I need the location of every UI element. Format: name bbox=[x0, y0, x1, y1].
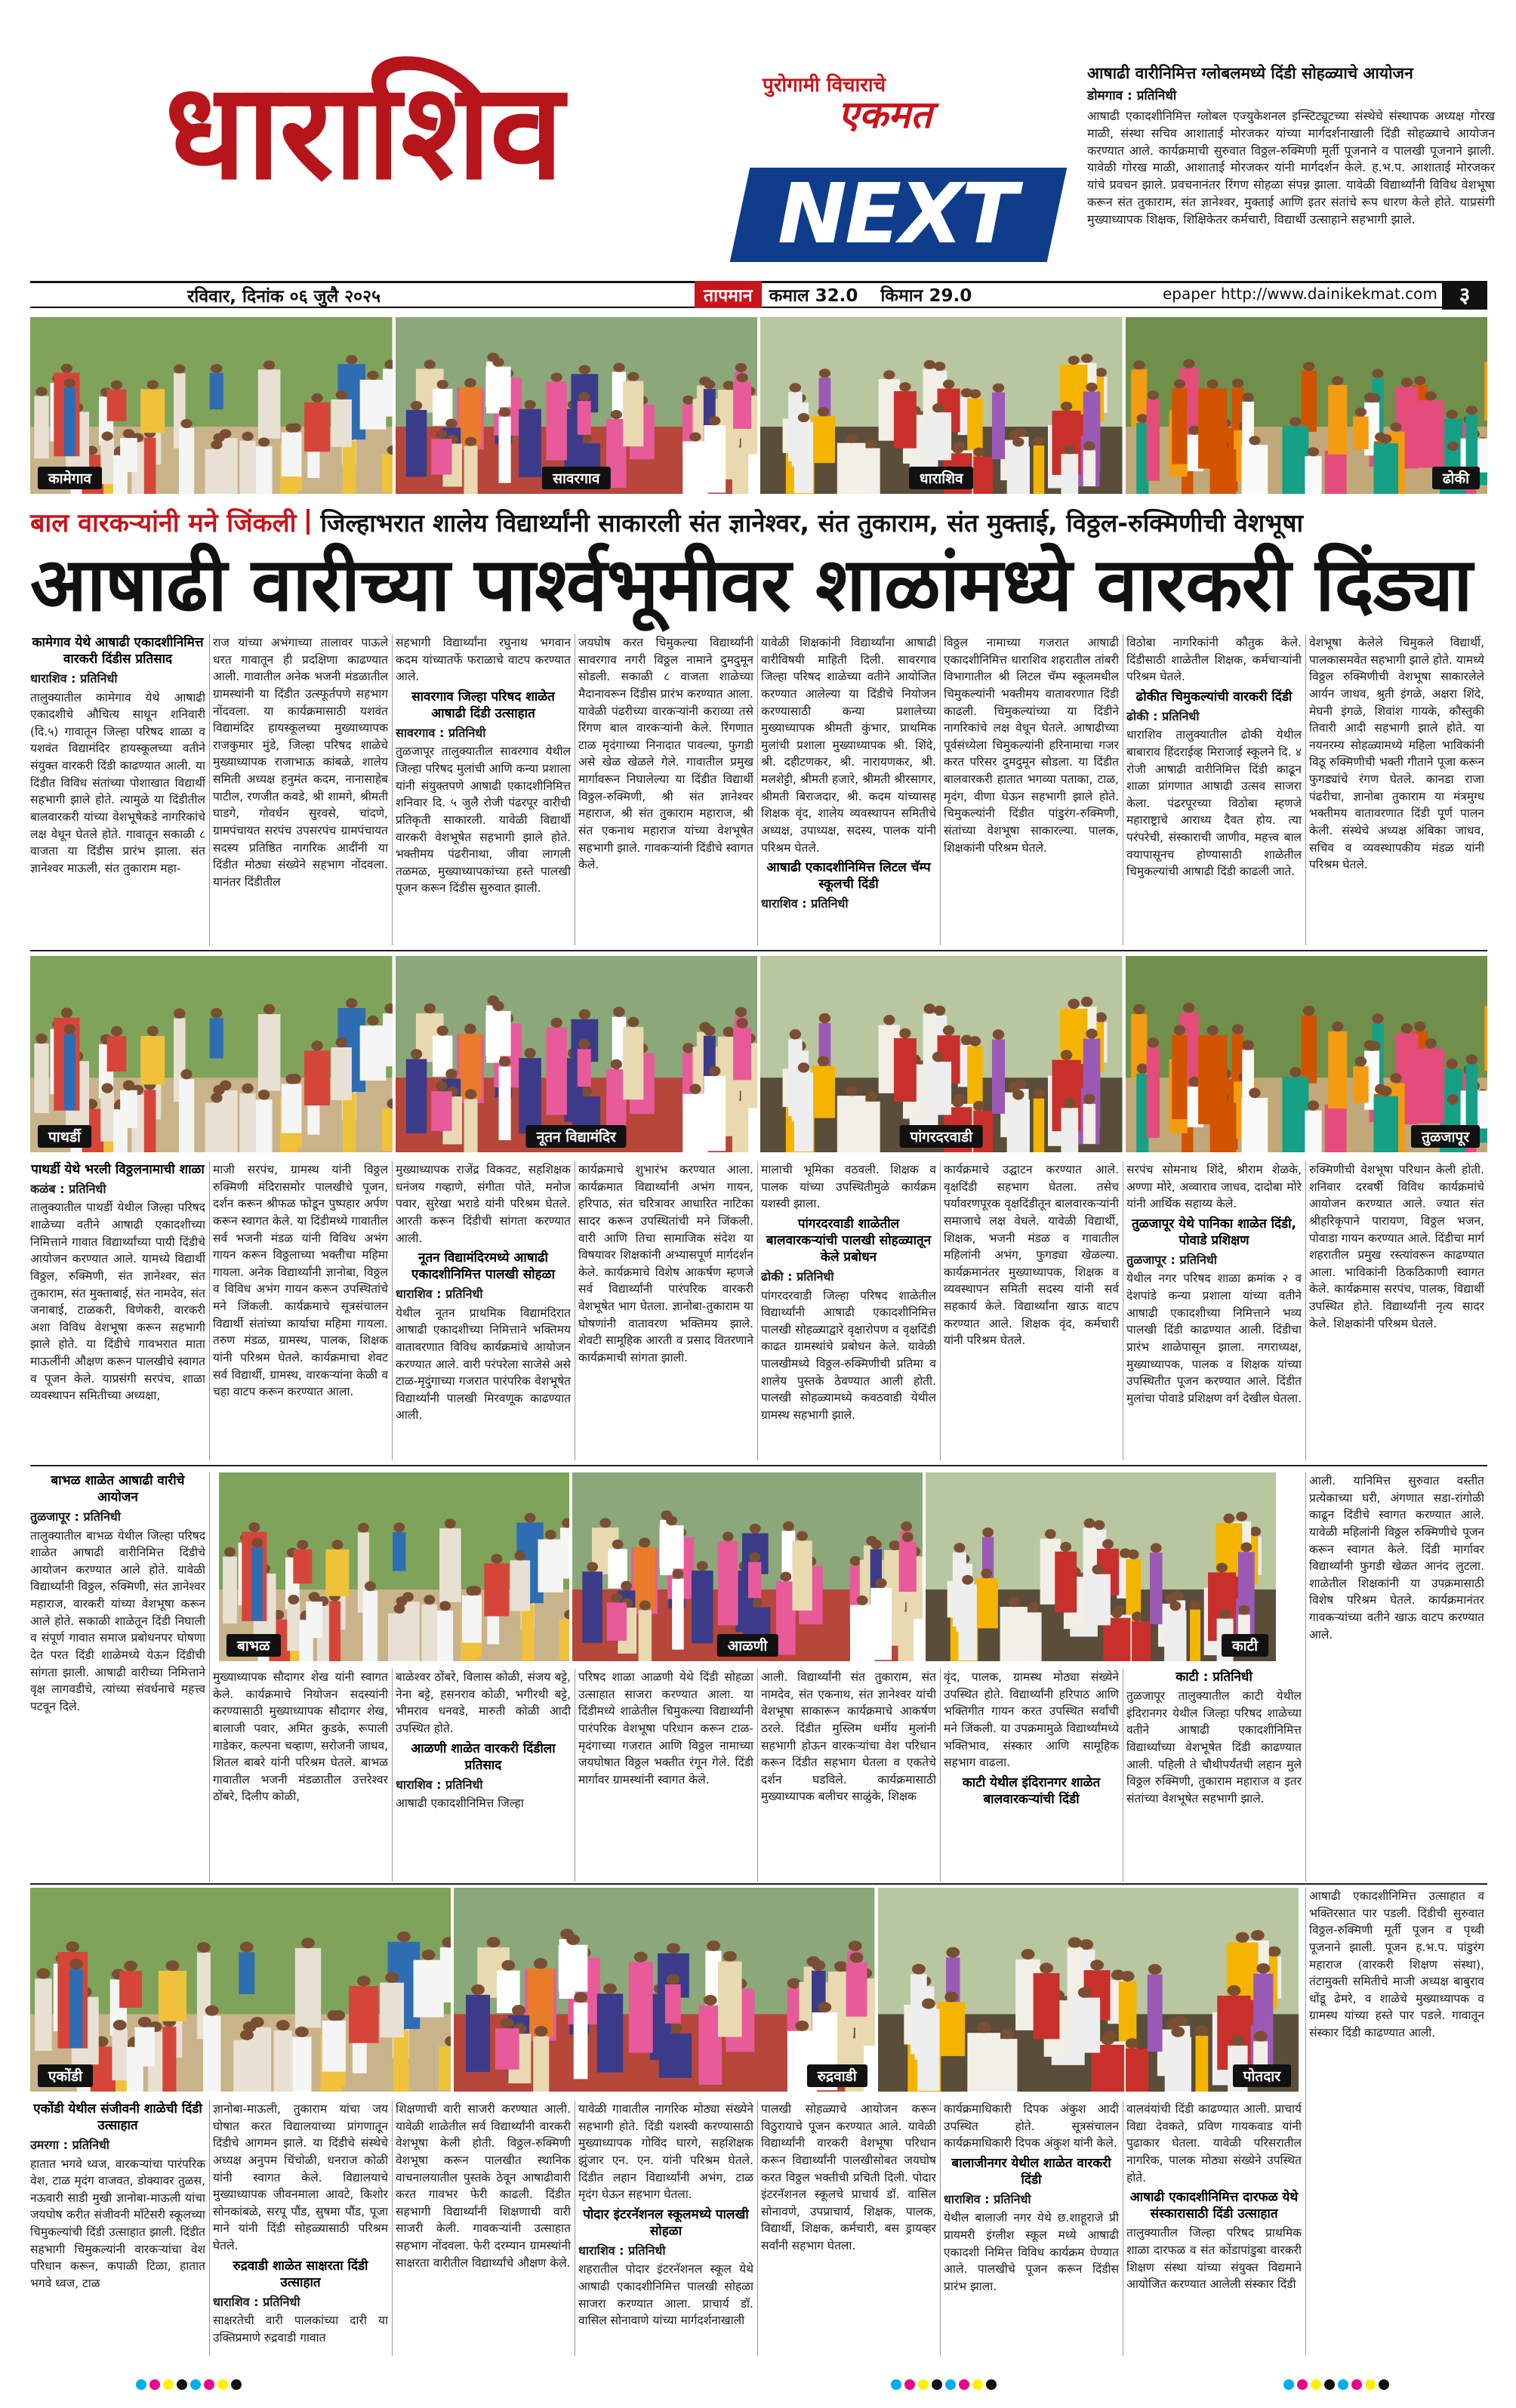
registration-dot bbox=[891, 2379, 901, 2390]
column-rule bbox=[209, 2101, 210, 2356]
print-registration-marks bbox=[0, 2379, 1516, 2397]
article-body: शहरातील पोदार इंटरनॅशनल स्कूल येथे आषाढी एकादशीनिमित्त पालखी सोहळा साजरा करण्यात आला. प्राचार्य डॉ. वासिल सोनावाणे यांच्या मार्गदर्शनाखाली bbox=[578, 2262, 753, 2328]
text-column bbox=[578, 2101, 753, 2356]
registration-dot bbox=[217, 2379, 228, 2390]
registration-dot bbox=[1379, 2379, 1389, 2390]
text-column bbox=[396, 634, 571, 945]
article-body: वृंद, पालक, ग्रामस्थ मोठ्या संख्येने उपस्थित होते. विद्यार्थ्यांनी हरिपाठ आणि भक्तिगीत गायन करत उपस्थित सर्वांची मने जिंकली. या उपक्रमामुळे विद्यार्थ्यांमध्ये भक्तिभाव, संस्कार आणि सामूहिक सहभाग वाढला. bbox=[944, 1670, 1119, 1770]
column-rule bbox=[1305, 634, 1306, 945]
crowd-photo-image bbox=[396, 956, 758, 1152]
article-byline: तुळजापूर : प्रतिनिधी bbox=[30, 1509, 121, 1525]
text-column bbox=[1309, 1161, 1484, 1460]
article-body: आषाढी एकादशीनिमित्त उत्साहात व भक्तिरसात पार पडली. दिंडीची सुरुवात विठ्ठल-रुक्मिणी मूर्ती पूजन व पृथ्वी पूजनाने झाली. पूजन ह.भ.प. पांडुरंग महाराज (वारकरी शिक्षण संस्था), तंटामुक्ती समितीचे माजी अध्यक्ष बाबुराव धोंडू ढेमरे, व शाळेचे मुख्याध्यापक व ग्रामस्थ यांच्या हस्ते पार पडले. गावातून संस्कार दिंडी काढण्यात आली. bbox=[1309, 1889, 1484, 2040]
article-body: येथील नूतन प्राथमिक विद्यामंदिरात आषाढी एकादशीच्या निमित्ताने भक्तिमय वातावरणात विविध कार्यक्रमांचे आयोजन करण्यात आले. वारी परंपरेला साजेसे असे टाळ-मृदुंगाच्या गजरात पारंपरिक वेशभूषेत विद्यार्थ्यांनी पालखी मिरवणूक काढण्यात आली. bbox=[396, 1306, 571, 1423]
article-headline: एकोंडी येथील संजीवनी शाळेची दिंडी उत्साहात bbox=[33, 2101, 202, 2134]
photo-caption: पांगरदरवाडी bbox=[899, 1125, 983, 1148]
text-column bbox=[944, 2101, 1119, 2356]
article-headline: आषाढी एकादशीनिमित्त लिटल चॅम्प स्कूलची दिंडी bbox=[766, 860, 931, 893]
article-byline: धाराशिव : प्रतिनिधी bbox=[213, 2294, 300, 2309]
article-byline: उमरगा : प्रतिनिधी bbox=[30, 2138, 109, 2153]
article-body: यावेळी शिक्षकांनी विद्यार्थ्यांना आषाढी वारीविषयी माहिती दिली. सावरगाव जिल्हा परिषद शाळेच्या वतीने आयोजित करण्यात आलेल्या या दिंडीचे नियोजन करण्यासाठी कन्या प्रशालेच्या मुख्याध्यापक श्रीमती कुंभार, प्राथमिक मुलांची प्रशाला मुख्याध्यापक श्री. शिंदे, श्री. दहीटणकर, श्री. नारायणकर, श्री. मलशेट्टी, श्रीमती हजारे, श्रीमती श्रीरसागर, श्रीमती बिराजदार, श्री. कदम यांच्यासह शिक्षक वृंद, शालेय व्यवस्थापन समितीचे अध्यक्ष, उपाध्यक्ष, सदस्य, पालक यांनी परिश्रम घेतले. bbox=[761, 636, 936, 855]
registration-dot bbox=[972, 2379, 983, 2390]
article-byline: ढोकी : प्रतिनिधी bbox=[1126, 708, 1200, 723]
registration-dot bbox=[190, 2379, 201, 2390]
photo-caption: काटी bbox=[1222, 1634, 1268, 1657]
article-headline: बाभळ शाळेत आषाढी वारीचे आयोजन bbox=[51, 1473, 185, 1506]
text-column bbox=[761, 634, 936, 945]
article-headline: काटी येथील इंदिरानगर शाळेत बालवारकऱ्यांची दिंडी bbox=[962, 1774, 1101, 1807]
section-rule bbox=[30, 1465, 1487, 1466]
article-body: जयघोष करत चिमुकल्या विद्यार्थ्यांनी सावरगाव नगरी विठ्ठल नामाने दुमदुमून सोडली. सकाळी ८ वाजता शाळेच्या मैदानावरून दिंडीस प्रारंभ करण्यात आला. यावेळी पंढरीच्या वारकऱ्यांनी कराव्या तसे रिंगण बाल वारकऱ्यांनी केले. रिंगणात टाळ मृदंगाच्या निनादात पावल्या, फुगडी असे खेळ खेळले गेले. गावातील प्रमुख मार्गावरून निघालेल्या या दिंडीत विद्यार्थी विठ्ठल-रुक्मिणी, श्री संत ज्ञानेश्वर महाराज, श्री संत तुकाराम महाराज, श्री संत एकनाथ महाराज यांच्या वेशभूषेत सहभागी झाले. गावकऱ्यांनी दिंडीचे स्वागत केले. bbox=[578, 636, 753, 872]
photo-caption: पोतदार bbox=[1233, 2064, 1291, 2087]
side-article-byline: डोमगाव : प्रतिनिधी bbox=[1087, 88, 1177, 104]
registration-dot bbox=[1324, 2379, 1335, 2390]
article-body: सहभागी विद्यार्थ्यांना रघुनाथ भगवान कदम यांच्यातर्फे फराळाचे वाटप करण्यात आले. bbox=[396, 636, 571, 684]
text-column bbox=[213, 1161, 388, 1460]
registration-dot-group bbox=[136, 2379, 242, 2390]
article-body: ज्ञानोबा-माऊली, तुकाराम यांचा जय घोषात करत विद्यालयाच्या प्रांगणातून दिंडीचे आगमन झाले. या दिंडीचे संस्थेचे अध्यक्ष अनुपम चिंचोळी, धनराज कोळी यांनी स्वागत केले. विद्यालयाचे मुख्याध्यापक जीवनमाला आवटे, किशोर सोनकांबळे, सरपू पौंड, सुषमा पौंड, पूजा माने यांनी दिंडी सोहळ्यासाठी परिश्रम घेतले. bbox=[213, 2102, 388, 2252]
text-column bbox=[1126, 634, 1302, 945]
kicker-row bbox=[30, 504, 1487, 539]
registration-dot bbox=[1351, 2379, 1362, 2390]
news-photo bbox=[1126, 956, 1488, 1152]
article-byline: ढोकी : प्रतिनिधी bbox=[761, 1269, 834, 1284]
newspaper-title: धाराशिव bbox=[165, 53, 562, 209]
column-rule bbox=[392, 2101, 393, 2356]
registration-dot bbox=[904, 2379, 915, 2390]
section-rule bbox=[30, 1883, 1487, 1885]
column-rule bbox=[1305, 1472, 1306, 1669]
column-rule bbox=[757, 634, 758, 945]
crowd-photo-image bbox=[878, 1888, 1299, 2092]
article-byline: धाराशिव : प्रतिनिधी bbox=[944, 2192, 1031, 2207]
article-body: रुक्मिणीची वेशभूषा परिधान केली होती. शनिवार दरवर्षी विविध कार्यक्रमांचे आयोजन करण्यात आले. ज्यात संत श्रीहरिकृपाने पारायण, विठ्ठल भजन, पोवाडा गायन करण्यात आले. दिंडीचा मार्ग शहरातील प्रमुख रस्त्यांवरून काढण्यात आला. भाविकांनी ठिकठिकाणी स्वागत केले. कार्यक्रमास सरपंच, पालक, विद्यार्थी उपस्थित होते. विद्यार्थ्यांनी नृत्य सादर केले. शिक्षकांनी परिश्रम घेतले. bbox=[1309, 1163, 1484, 1330]
column-rule bbox=[392, 1669, 393, 1882]
text-column bbox=[1126, 1161, 1302, 1460]
news-photo bbox=[219, 1472, 569, 1661]
side-article bbox=[1087, 63, 1495, 228]
article-body: तालुक्यातील बाभळ येथील जिल्हा परिषद शाळेत आषाढी वारीनिमित्त दिंडीचे आयोजन करण्यात आले होते. यावेळी विद्यार्थ्यांनी विठ्ठल, रुक्मिणी, संत ज्ञानेश्वर महाराज, वारकरी यांच्या वेशभूषा करून आले होते. सकाळी शाळेतून दिंडी निघाली व संपूर्ण गावात समाज प्रबोधनपर घोषणा देत परत दिंडी शाळेमध्ये येऊन दिंडीची सांगता झाली. आषाढी वारीच्या निमित्ताने वृक्ष लागवडीचे, त्यांच्या संवर्धनाचे महत्त्व पटवून दिले. bbox=[30, 1528, 205, 1713]
article-body: आषाढी एकादशीनिमित्त जिल्हा bbox=[396, 1796, 524, 1811]
registration-dot-group bbox=[891, 2379, 997, 2390]
article-body: राज यांच्या अभंगाच्या तालावर पाऊले धरत गावातून ही प्रदक्षिणा काढण्यात आली. गावातील अनेक भजनी मंडळातील ग्रामस्थांनी या दिंडीत उत्स्फूर्तपणे सहभाग नोंदवला. या कार्यक्रमासाठी यशवंत विद्यामंदिर हायस्कूलच्या मुख्याध्यापक राजकुमार मुंडे, जिल्हा परिषद शाळेचे मुख्याध्यापक राजाभाऊ कांबळे, शालेय समिती अध्यक्ष हनुमंत कदम, नानासाहेब पाटील, रणजीत कवडे, श्री शामगे, श्रीमती घाडगे, गोवर्धन सुरवसे, चांदणे, ग्रामपंचायत सरपंच उपसरपंच ग्रामपंचायत सदस्य प्रतिष्ठित नागरिक आदींनी या दिंडीत मोठ्या संख्येने सहभाग नोंदवला. यानंतर दिंडीतील bbox=[213, 636, 388, 889]
photo-caption: धाराशिव bbox=[909, 467, 974, 489]
tagline: पुरोगामी विचाराचे bbox=[763, 74, 886, 97]
news-photo bbox=[926, 1472, 1276, 1661]
text-column bbox=[944, 1161, 1119, 1460]
photo-caption: एकोंडी bbox=[38, 2064, 93, 2087]
news-photo bbox=[30, 317, 393, 494]
article-body: विठोबा नागरिकांनी कौतुक केले. दिंडीसाठी शाळेतील शिक्षक, कर्मचाऱ्यांनी परिश्रम घेतले. bbox=[1126, 636, 1302, 684]
article-body: आली. विद्यार्थ्यांनी संत तुकाराम, संत नामदेव, संत एकनाथ, संत ज्ञानेश्वर यांची वेशभूषा साकारून कार्यक्रमाचे आकर्षण ठरले. दिंडीत मुस्लिम धर्मीय मुलांनी सहभागी होऊन वारकऱ्यांचा वेश परिधान करून दिंडीत सहभाग घेतला व एकतेचे दर्शन घडविले. कार्यक्रमासाठी मुख्याध्यापक बलीचर साळुंके, शिक्षक bbox=[761, 1670, 936, 1804]
crowd-photo-image bbox=[926, 1472, 1276, 1661]
article-body: कार्यक्रमाचे शुभारंभ करण्यात आला. कार्यक्रमात विद्यार्थ्यांनी अभंग गायन, हरिपाठ, संत चरित्रावर आधारित नाटिका सादर करून उपस्थितांची मने जिंकली. वारी आणि तिचा सामाजिक संदेश या विषयावर शिक्षकांनी अभ्यासपूर्ण मार्गदर्शन केले. कार्यक्रमाचे विशेष आकर्षण म्हणजे सर्व विद्यार्थ्यांनी पारंपरिक वारकरी वेशभूषेत भाग घेतला. ज्ञानोबा-तुकाराम या घोषणांनी वातावरण भक्तिमय झाले. शेवटी सामूहिक आरती व प्रसाद वितरणाने कार्यक्रमाची सांगता झाली. bbox=[578, 1163, 753, 1364]
photo-caption: रुद्रवाडी bbox=[807, 2064, 867, 2087]
text-column bbox=[30, 2101, 205, 2356]
column-rule bbox=[209, 1669, 210, 1882]
news-photo bbox=[572, 1472, 923, 1661]
article-body: आली. यानिमित्त सुरुवात वस्तीत प्रत्येकाच्या घरी, अंगणात सडा-रांगोळी काढून दिंडीचे स्वागत करण्यात आले. यावेळी महिलांनी विठ्ठल रुक्मिणीचे पूजन करून स्वागत केले. दिंडी मार्गावर विद्यार्थ्यांनी फुगडी खेळत आनंद लुटला. शाळेतील शिक्षकांनी या उपक्रमासाठी विशेष परिश्रम घेतले. कार्यक्रमानंतर गावकऱ्यांच्या वतीने खाऊ वाटप करण्यात आले. bbox=[1309, 1474, 1484, 1642]
registration-dot bbox=[1297, 2379, 1308, 2390]
text-column bbox=[761, 1669, 936, 1882]
article-body: वेशभूषा केलेले चिमुकले विद्यार्थी, पालकासमवेत सहभागी झाले होते. यामध्ये विठ्ठल रुक्मिणीची वेशभूषा साकारलेले आर्यन जाधव, श्रुती इंगळे, अक्षरा शिंदे, मेघनी इंगळे, शिवांश गायके, कौस्तुकी तिवारी आदी सहभागी झाले होते. या नयनरम्य सोहळ्यामध्ये महिला भाविकांनी विठू रुक्मिणीची भक्ती गीताने पूजा करून फुगड्यांचे रंगण घेतले. कानडा राजा पंढरीचा, ज्ञानोबा तुकाराम या मंत्रमुग्ध भक्तीमय वातावरणात दिंडी पूर्ण पालन केली. संस्थेचे अध्यक्ष अंबिका जाधव, सचिव व व्यवस्थापकीय मंडळ यांनी परिश्रम घेतले. bbox=[1309, 636, 1484, 872]
photo-caption: नूतन विद्यामंदिर bbox=[526, 1125, 627, 1148]
registration-dot bbox=[945, 2379, 956, 2390]
column-rule bbox=[940, 1669, 941, 1882]
registration-dot bbox=[231, 2379, 242, 2390]
photo-caption: ढोकी bbox=[1432, 467, 1480, 489]
article-byline: धाराशिव : प्रतिनिधी bbox=[396, 1777, 483, 1792]
dateline-bar bbox=[30, 281, 1487, 308]
registration-dot bbox=[163, 2379, 174, 2390]
text-column bbox=[761, 2101, 936, 2356]
article-body: येथील नगर परिषद शाळा क्रमांक २ व देशपांडे कन्या प्रशाला यांच्या वतीने आषाढी एकादशीच्या निमित्ताने भव्य पालखी दिंडी काढण्यात आली. दिंडीचा प्रारंभ शाळेपासून झाला. नगराध्यक्ष, मुख्याध्यापक, पालक व शिक्षक यांच्या उपस्थितीत पूजन करण्यात आले. दिंडीत मुलांचा पोवाडे प्रशिक्षण वर्ग देखील घेतला. bbox=[1126, 1272, 1302, 1405]
article-body: मुख्याध्यापक राजेंद्र विकवट, सहशिक्षक धनंजय गव्हाणे, संगीता पोते, मनोज पवार, सुरेखा भराडे यांनी परिश्रम घेतले. आरती करून दिंडीची सांगता करण्यात आली. bbox=[396, 1163, 571, 1245]
news-photo bbox=[396, 956, 758, 1152]
photo-caption: सावरगाव bbox=[542, 467, 610, 489]
main-headline: आषाढी वारीच्या पार्श्वभूमीवर शाळांमध्ये वारकरी दिंड्या bbox=[30, 541, 1472, 628]
article-headline: बालाजीनगर येथील शाळेत वारकरी दिंडी bbox=[951, 2155, 1111, 2188]
article-body: सरपंच सोमनाथ शिंदे, श्रीराम शेळके, अण्णा मोरे, अव्वाराव जाधव, दादोबा मोरे यांनी आर्थिक सहाय्य केले. bbox=[1126, 1163, 1302, 1211]
text-column bbox=[1309, 634, 1484, 945]
article-body: परिषद शाळा आळणी येथे दिंडी सोहळा उत्साहात साजरा करण्यात आला. या दिंडीमध्ये शाळेतील चिमुकल्या विद्यार्थ्यांनी पारंपरिक वेशभूषा परिधान करून टाळ-मृदंगाच्या गजरात आणि विठ्ठल नामाच्या जयघोषात विठ्ठल भक्तीत रंगून गेले. दिंडी मार्गावर ग्रामस्थांनी स्वागत केले. bbox=[578, 1670, 753, 1787]
article-body: कार्यक्रमाचे उद्घाटन करण्यात आले. वृक्षदिंडी सहभाग घेतला. तसेच पर्यावरणपूरक वृक्षदिंडीतून बालवारकऱ्यांनी समाजाचे लक्ष वेधले. यावेळी विद्यार्थी, शिक्षक, भजनी मंडळ व गावातील महिलांनी अभंग, फुगड्या खेळल्या. कार्यक्रमानंतर मुख्याध्यापक, शिक्षक व व्यवस्थापन समिती सदस्य यांनी सर्व सहकार्य केले. विद्यार्थ्यांना खाऊ वाटप करण्यात आले. शिक्षक वृंद, कर्मचारी यांनी परिश्रम घेतले. bbox=[944, 1163, 1119, 1348]
sub-headline: जिल्हाभरात शालेय विद्यार्थ्यांनी साकारली संत ज्ञानेश्वर, संत तुकाराम, संत मुक्ताई, विठ्ठल-रुक्मिणीची वेशभूषा bbox=[320, 507, 1304, 538]
article-body: तालुक्यातील कामेगाव येथे आषाढी एकादशीचे औचित्य साधून शनिवारी (दि.५) गावातून जिल्हा परिषद शाळा व यशवंत विद्यामंदिर हायस्कूलच्या वतीने संयुक्त वारकरी दिंडी काढण्यात आली. या दिंडीत विविध संतांच्या पोशाखात विद्यार्थी सहभागी झाले होते. त्यामुळे या दिंडीतील बालवारकरी यांच्या वेशभूषेकडे नागरिकांचे लक्ष वेधून घेतले होते. गावातून सकाळी ८ वाजता या दिंडीस प्रारंभ झाला. संत ज्ञानेश्वर माऊली, संत तुकाराम महा- bbox=[30, 690, 205, 875]
temperature-box bbox=[695, 281, 972, 308]
article-body: तालुक्यातील जिल्हा परिषद प्राथमिक शाळा दारफळ व संत कोंडापांडुबा वारकरी शिक्षण संस्था यांच्या संयुक्त विद्यमाने आयोजित करण्यात आलेली संस्कार दिंडी bbox=[1126, 2226, 1302, 2292]
temperature-min: किमान 29.0 bbox=[880, 286, 972, 306]
text-column bbox=[578, 634, 753, 945]
registration-dot bbox=[1338, 2379, 1348, 2390]
article-headline: पाथर्डी येथे भरली विठ्ठलनामाची शाळा bbox=[31, 1162, 205, 1177]
crowd-photo-image bbox=[30, 1888, 451, 2092]
column-rule bbox=[209, 634, 210, 945]
article-headline: रुद्रवाडी शाळेत साक्षरता दिंडी उत्साहात bbox=[233, 2258, 368, 2290]
article-byline: तुळजापूर : प्रतिनिधी bbox=[1126, 1253, 1217, 1268]
news-photo bbox=[878, 1888, 1299, 2092]
article-body: येथील बालाजी नगर येथे छ.शाहूराजे प्री प्रायमरी इंग्लीश स्कूल मध्ये आषाढी एकादशी निमित्त विविध कार्यक्रम घेण्यात आले. पालखीचे पूजन करून दिंडीस प्रारंभ झाला. bbox=[944, 2211, 1119, 2293]
article-byline: धाराशिव : प्रतिनिधी bbox=[761, 896, 849, 911]
crowd-photo-image bbox=[572, 1472, 923, 1661]
text-column bbox=[30, 1472, 205, 1882]
column-rule bbox=[940, 634, 941, 945]
article-body: माजी सरपंच, ग्रामस्थ यांनी विठ्ठल रुक्मिणी मंदिरासमोर पालखीचे पूजन, दर्शन करून श्रीफळ फोडून पुष्पहार अर्पण करून स्वागत केले. या दिंडीमध्ये गावातील सर्व भजनी मंडळ यांनी विविध अभंग गायन करून विठ्ठलाच्या भक्तीचा महिमा गायला. अनेक विद्यार्थ्यांनी ज्ञानोबा, विठ्ठल व विविध अभंग गायन करून उपस्थितांचे मने जिंकली. कार्यक्रमाचे सूत्रसंचालन विद्यार्थी संतांच्या कार्याचा महिमा गायला. तरुण मंडळ, ग्रामस्थ, पालक, शिक्षक यांनी परिश्रम घेतले. कार्यक्रमाचा शेवट सर्व विद्यार्थी, ग्रामस्थ, वारकऱ्यांना केळी व चहा वाटप करून करण्यात आला. bbox=[213, 1163, 388, 1399]
crowd-photo-image bbox=[1126, 956, 1488, 1152]
masthead bbox=[0, 0, 1516, 302]
registration-dot bbox=[1311, 2379, 1321, 2390]
temperature-max: कमाल 32.0 bbox=[769, 286, 858, 306]
issue-date: रविवार, दिनांक ०६ जुलै २०२५ bbox=[187, 286, 381, 307]
registration-dot bbox=[986, 2379, 997, 2390]
column-rule bbox=[1305, 1669, 1306, 1882]
text-column bbox=[396, 1669, 571, 1882]
article-body: साक्षरतेची वारी पालकांच्या दारी या उक्तिप्रमाणे रुद्रवाडी गावात bbox=[213, 2314, 388, 2345]
news-photo bbox=[396, 317, 758, 494]
article-body: तुळजापूर तालुक्यातील सावरगाव येथील जिल्हा परिषद मुलांची आणि कन्या प्रशाला यांनी संयुक्तपणे आषाढी एकादशीनिमित्त शनिवार दि. ५ जुलै रोजी पंढरपूर वारीची प्रतिकृती साकारली. यावेळी विद्यार्थी वारकरी वेशभूषेत सहभागी झाले होते. भक्तीमय पंढरीनाथा, जीवा लागली तळमळ, मुख्याध्यापकांच्या हस्ते पालखी पूजन करून दिंडीस सुरुवात झाली. bbox=[396, 745, 571, 896]
photo-strip-bottom bbox=[30, 1888, 1299, 2092]
news-photo bbox=[760, 317, 1123, 494]
article-headline: आळणी शाळेत वारकरी दिंडीला प्रतिसाद bbox=[411, 1740, 556, 1773]
text-column bbox=[1309, 1888, 1484, 2356]
photo-caption: पाथर्डी bbox=[38, 1125, 91, 1148]
news-photo bbox=[30, 956, 393, 1152]
registration-dot bbox=[177, 2379, 187, 2390]
photo-strip-third bbox=[219, 1472, 1276, 1661]
article-body: यावेळी गावातील नागरिक मोठ्या संख्येने सहभागी होते. दिंडी यशस्वी करण्यासाठी मुख्याध्यापक गोविंद घारगे, सहशिक्षक झुंजार एन. एन. यांनी परिश्रम घेतले. दिंडीत लहान विद्यार्थ्यांनी अभंग, टाळ मृदंग घेऊन सहभाग घेतला. bbox=[578, 2102, 753, 2202]
article-byline: सावरगाव : प्रतिनिधी bbox=[396, 726, 486, 741]
kicker-divider bbox=[307, 509, 310, 535]
photo-strip-top bbox=[30, 317, 1487, 494]
article-body: पांगरदरवाडी जिल्हा परिषद शाळेतील विद्यार्थ्यांनी आषाढी एकादशीनिमित्त पालखी सोहळ्याद्वारे वृक्षारोपण व वृक्षदिंडी काढत ग्रामस्थांचे प्रबोधन केले. यावेळी पालखीमध्ये विठ्ठल-रुक्मिणीची प्रतिमा व शालेय पुस्तके ठेवण्यात आली होती. पालखी सोहळ्यामध्ये कवठवाडी येथील ग्रामस्थ सहभागी झाले. bbox=[761, 1288, 936, 1422]
text-column bbox=[30, 1161, 205, 1460]
news-photo bbox=[454, 1888, 874, 2092]
column-rule bbox=[757, 1161, 758, 1460]
article-headline: नूतन विद्यामंदिरमध्ये आषाढी एकादशीनिमित्त पालखी सोहळा bbox=[411, 1250, 555, 1283]
text-column bbox=[213, 2101, 388, 2356]
crowd-photo-image bbox=[454, 1888, 874, 2092]
text-column bbox=[1126, 2101, 1302, 2356]
column-rule bbox=[209, 1161, 210, 1460]
article-headline: सावरगाव जिल्हा परिषद शाळेत आषाढी दिंडी उत्साहात bbox=[411, 689, 555, 721]
news-photo bbox=[30, 1888, 451, 2092]
registration-dot bbox=[149, 2379, 160, 2390]
text-column bbox=[396, 1161, 571, 1460]
article-byline: धाराशिव : प्रतिनिधी bbox=[30, 671, 118, 686]
column-rule bbox=[940, 1161, 941, 1460]
article-body: बाळेश्वर ठोंबरे, विलास कोळी, संजय बट्टे, नेना बट्टे, हसनराव कोळी, भगीरथी बट्टे, भीमराव धनवडे, मारुती कोळी आदी उपस्थित होते. bbox=[396, 1670, 571, 1735]
article-byline: कळंब : प्रतिनिधी bbox=[30, 1182, 106, 1197]
page-number: ३ bbox=[1442, 281, 1487, 310]
column-rule bbox=[392, 634, 393, 945]
next-logo-text: NEXT bbox=[778, 165, 1016, 262]
text-column bbox=[1126, 1669, 1302, 1882]
text-column bbox=[578, 1669, 753, 1882]
article-body: कार्यक्रमाधिकारी दिपक अंकुश आदी उपस्थित होते. सूत्रसंचालन कार्यक्रमाधिकारी दिपक अंकुश यांनी केले. bbox=[944, 2102, 1119, 2151]
article-headline: पांगरदरवाडी शाळेतील बालवारकऱ्यांची पालखी सोहळ्यातून केले प्रबोधन bbox=[766, 1216, 932, 1266]
text-column bbox=[578, 1161, 753, 1460]
column-rule bbox=[757, 2101, 758, 2356]
crowd-photo-image bbox=[30, 956, 393, 1152]
registration-dot bbox=[932, 2379, 942, 2390]
article-byline: धाराशिव : प्रतिनिधी bbox=[578, 2243, 666, 2258]
registration-dot bbox=[1365, 2379, 1376, 2390]
article-headline: तुळजापूर येथे पानिका शाळेत दिंडी, पोवाडे प्रशिक्षण bbox=[1132, 1216, 1296, 1248]
article-headline: आषाढी एकादशीनिमित्त दारफळ येथे संस्कारासाठी दिंडी उत्साहात bbox=[1129, 2190, 1299, 2222]
article-body: मुख्याध्यापक सौदागर शेख यांनी स्वागत केले. कार्यक्रमाचे नियोजन सदस्यांनी करण्यासाठी मुख्याध्यापक सौदागर शेख, बालाजी पवार, अमित कुडके, रूपाली गाडेकर, कल्पना चव्हाण, सरोजनी जाधव, शितल बाबरे यांनी परिश्रम घेतले. बाभळ गावातील भजनी मंडळातील उत्तरेश्वर ठोंबरे, दिलीप कोळी, bbox=[213, 1670, 388, 1804]
registration-dot bbox=[204, 2379, 214, 2390]
text-column bbox=[396, 2101, 571, 2356]
text-column bbox=[944, 634, 1119, 945]
kicker-text: बाल वारकऱ्यांनी मने जिंकली bbox=[30, 508, 297, 538]
news-photo bbox=[760, 956, 1123, 1152]
temperature-label: तापमान bbox=[695, 281, 762, 308]
photo-caption: आळणी bbox=[717, 1634, 778, 1657]
article-headline: ढोकीत चिमुकल्यांची वारकरी दिंडी bbox=[1135, 689, 1293, 705]
registration-dot bbox=[1283, 2379, 1294, 2390]
side-article-headline: आषाढी वारीनिमित्त ग्लोबलमध्ये दिंडी सोहळ्याचे आयोजन bbox=[1087, 64, 1413, 82]
text-column bbox=[213, 1669, 388, 1882]
text-column bbox=[1309, 1472, 1484, 1882]
column-rule bbox=[940, 2101, 941, 2356]
side-article-body: आषाढी एकादशीनिमित्त ग्लोबल एज्युकेशनल इन्स्टिट्यूटच्या संस्थेचे संस्थापक अध्यक्ष गोरख माळी, संस्था सचिव आशाताई मोरजकर यांच्या मार्गदर्शनाखाली दिंडी सोहळ्याचे आयोजन करण्यात आले. कार्यक्रमाची सुरुवात विठ्ठल-रुक्मिणी मूर्ती पूजनाने व पालखी पूजनाने झाली. यावेळी गोरख माळी, आशाताई मोरजकर यांनी मार्गदर्शन केले. ह.भ.प. आशाताई मोरजकर यांचे प्रवचन झाले. प्रवचनानंतर रिंगण सोहळा संपन्न झाला. यावेळी विद्यार्थ्यांनी विविध वेशभूषा करून संत तुकाराम, संत ज्ञानेश्वर, मुक्ताई आणि इतर संतांचे रूप धारण केले होते. याप्रसंगी मुख्याध्यापक शिक्षक, शिक्षिकेतर कर्मचारी, विद्यार्थी उत्साहाने सहभागी झाले. bbox=[1087, 109, 1495, 227]
text-column bbox=[944, 1669, 1119, 1882]
crowd-photo-image bbox=[219, 1472, 569, 1661]
registration-dot bbox=[959, 2379, 969, 2390]
article-body: वालवंयांची दिंडी काढण्यात आली. प्राचार्य विद्या देवकते, प्रविण गायकवाड यांनी पुढाकार घेतला. यावेळी परिसरातील नागरिक, पालक मोठ्या संख्येने उपस्थित होते. bbox=[1126, 2102, 1302, 2184]
article-body: शिक्षणाची वारी साजरी करण्यात आली. यावेळी शाळेतील सर्व विद्यार्थ्यांनी वारकरी वेशभूषा केली होती. विठ्ठल-रुक्मिणी वेशभूषा करून पालखीत स्थानिक वाचनालयातील पुस्तके ठेवून आषाढीवारी करत गावभर फेरी काढली. दिंडीत सहभागी विद्यार्थ्यांनी शिक्षणाची वारी साजरी केली. गावकऱ्यांनी उत्साहात सहभाग नोंदवला. फेरी दरम्यान ग्रामस्थांनी साक्षरता वारीतील विद्यार्थ्यांचे औक्षण केले. bbox=[396, 2102, 571, 2270]
article-headline: पोदार इंटरनॅशनल स्कूलमध्ये पालखी सोहळा bbox=[583, 2206, 749, 2239]
article-body: धाराशिव तालुक्यातील ढोकी येथील बाबाराव हिंदराईव्ह मिराजाई स्कूलने दि. ४ रोजी आषाढी वारीनिमित्त दिंडी काढून शाळा प्रांगणात आषाढी उत्सव साजरा केला. पंढरपूरच्या विठोबा म्हणजे महाराष्ट्राचे आराध्य दैवत होय. त्या परंपरेची, संस्काराची जाणीव, महत्त्व बाल वयापासूनच होण्यासाठी शाळेतील चिमुकल्यांची आषाढी दिंडी काढली जाते. bbox=[1126, 728, 1302, 879]
text-column bbox=[30, 634, 205, 945]
photo-caption: कामेगाव bbox=[38, 467, 102, 489]
registration-dot bbox=[136, 2379, 146, 2390]
section-rule bbox=[30, 950, 1487, 951]
article-body: तालुक्यातील पाथर्डी येथील जिल्हा परिषद शाळेच्या वतीने आषाढी एकादशीच्या निमित्ताने गावात विद्यार्थ्यांच्या पायी दिंडीचे आयोजन करण्यात आले. यामध्ये विद्यार्थी विठ्ठल, रुक्मिणी, संत ज्ञानेश्वर, संत तुकाराम, संत मुक्ताबाई, संत नामदेव, संत जनाबाई, टाळकरी, विणेकरी, वारकरी अशा विविध वेशभूषा करून सहभागी झाले होते. या दिंडीचे गावभरात माता माऊलींनी औक्षण करून पालखीचे स्वागत व पूजन केले. याप्रसंगी सरपंच, शाळा व्यवस्थापन समितीच्या अध्यक्षा, bbox=[30, 1201, 205, 1403]
text-column bbox=[761, 1161, 936, 1460]
news-photo bbox=[1126, 317, 1488, 494]
column-rule bbox=[1305, 1888, 1306, 2356]
column-rule bbox=[1305, 1161, 1306, 1460]
photo-strip-second bbox=[30, 956, 1487, 1152]
article-headline: कामेगाव येथे आषाढी एकादशीनिमित्त वारकरी दिंडीस प्रतिसाद bbox=[32, 635, 204, 668]
article-body: तुळजापूर तालुक्यातील काटी येथील इंदिरानगर येथील जिल्हा परिषद शाळेच्या वतीने आषाढी एकादशीनिमित्त विद्यार्थ्यांच्या वेशभूषेत दिंडी काढण्यात आली. पहिली ते चौथीपर्यंतची लहान मुले विठ्ठल रुक्मिणी, तुकाराम महाराज व इतर संतांच्या वेशभूषेत सहभागी झाले. bbox=[1126, 1689, 1302, 1805]
column-rule bbox=[392, 1161, 393, 1460]
article-body: मालाची भूमिका वठवली. शिक्षक व पालक यांच्या उपस्थितीमुळे कार्यक्रम यशस्वी झाला. bbox=[761, 1163, 936, 1211]
article-byline: धाराशिव : प्रतिनिधी bbox=[396, 1287, 483, 1302]
crowd-photo-image bbox=[760, 956, 1123, 1152]
column-rule bbox=[209, 1472, 210, 1669]
article-body: हातात भगवे ध्वज, वारकऱ्यांचा पारंपरिक वेश, टाळ मृदंग वाजवत, डोक्यावर तुळस, नऊवारी साडी मुखी ज्ञानोबा-माऊली यांचा जयघोष करीत संजीवनी माँटेसरी स्कूलच्या चिमुकल्यांची दिंडी उत्साहात झाली. दिंडीत सहभागी चिमुकल्यांनी वारकऱ्यांचा वेश परिधान करून, कपाळी टिळा, हातात भगवे ध्वज, टाळ bbox=[30, 2157, 205, 2290]
registration-dot bbox=[918, 2379, 929, 2390]
text-column bbox=[213, 634, 388, 945]
registration-dot-group bbox=[1283, 2379, 1389, 2390]
epaper-link[interactable]: epaper http://www.dainikekmat.com bbox=[1163, 285, 1437, 303]
article-body: पालखी सोहळ्याचे आयोजन करून विठुरायाचे पूजन करण्यात आले. यावेळी विद्यार्थ्यांनी वारकरी वेशभूषा परिधान करून विद्यार्थ्यांनी पालखीसोबत जयघोष करत विठ्ठल भक्तीची प्रचिती दिली. पोदार इंटरनॅशनल स्कूलचे प्राचार्य डॉ. वासिल सोनावणे, उपप्राचार्य, शिक्षक, पालक, विद्यार्थी, शिक्षक, कर्मचारी, बस ड्रायव्हर सर्वांनी सहभाग घेतला. bbox=[761, 2102, 936, 2252]
photo-caption: बाभळ bbox=[226, 1634, 281, 1657]
column-rule bbox=[757, 1669, 758, 1882]
article-headline: काटी : प्रतिनिधी bbox=[1176, 1670, 1253, 1685]
article-body: विठ्ठल नामाच्या गजरात आषाढी एकादशीनिमित्त धाराशिव शहरातील तांबरी विभागातील श्री लिटल चॅम्प स्कूलमधील चिमुकल्यांनी भक्तीमय वातावरणात दिंडी काढली. चिमुकल्यांच्या या दिंडीने नागरिकांचे लक्ष वेधून घेतले. आषाढीच्या पूर्वसंध्येला चिमुकल्यांनी हरिनामाचा गजर करत परिसर दुमदुमून सोडला. या दिंडीत बालवारकरी हातात भगव्या पताका, टाळ, मृदंग, वीणा घेऊन सहभागी झाले होते. चिमुकल्यांनी दिंडीत पांडुरंग-रुक्मिणी, संतांच्या वेशभूषा साकारल्या. पालक, शिक्षकांनी परिश्रम घेतले. bbox=[944, 636, 1119, 855]
photo-caption: तुळजापूर bbox=[1411, 1125, 1480, 1148]
brand-name: एकमत bbox=[838, 93, 932, 137]
